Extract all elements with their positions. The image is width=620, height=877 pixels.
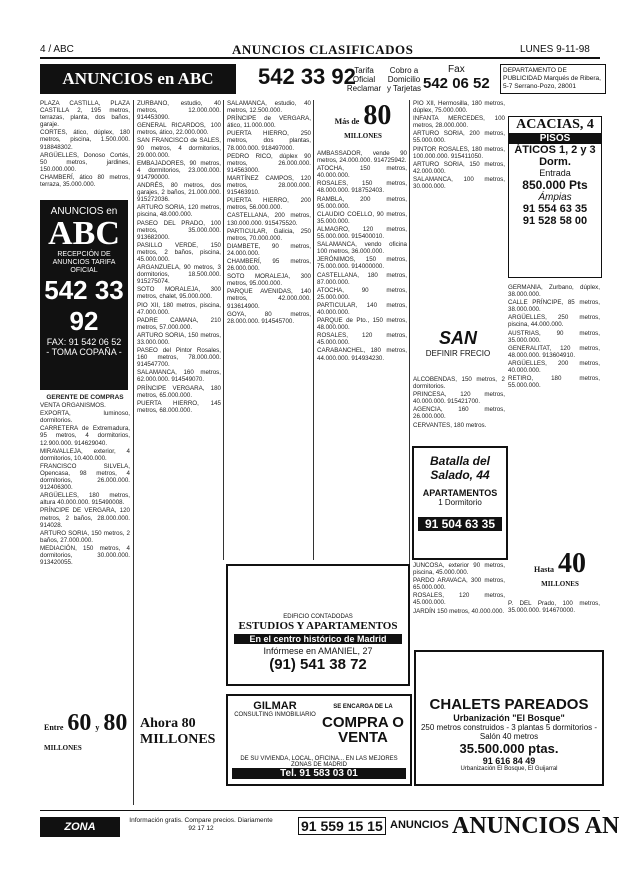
promo-60-80: [44, 710, 130, 755]
listing: CERVANTES, 180 metros.: [413, 421, 487, 429]
column-6-bottom: [508, 600, 600, 644]
chalets-footer: Urbanización El Bosque, El Guijarral: [460, 766, 558, 772]
promo-value: 80: [103, 710, 128, 736]
chalets-price: 35.500.000 ptas.: [459, 741, 559, 756]
gilmar-desc: DE SU VIVIENDA, LOCAL, OFICINA... EN LAS MEJORES ZONAS DE MADRID: [240, 756, 398, 768]
listing: GENERALITAT, 120 metros, 48.000.000. 913604910.: [508, 344, 600, 359]
listing: ZURBANO, estudio, 40 metros, 12.000.000. 914453090.: [137, 100, 221, 122]
listing: SALAMANCA, 160 metros, 62.000.000. 914549070.: [137, 369, 221, 384]
column-divider: [313, 100, 314, 560]
promo-value: 60: [67, 710, 92, 736]
listing: PASEO del Pintor Rosales, 160 metros, 78.000.000. 914547700.: [137, 347, 221, 369]
edificio-info: Infórmese en AMANIEL, 27: [263, 646, 373, 656]
listing: PARQUE AVENIDAS, 140 metros, 42.000.000. 913614900.: [227, 288, 311, 310]
column-6: [508, 284, 600, 544]
acacias-aticos: ÁTICOS 1, 2 y 3 Dorm.: [514, 144, 596, 168]
promo-label: Más de: [334, 117, 360, 126]
definir-label: DEFINIR FRECIO: [425, 349, 491, 358]
listing: ARGÜELLES, Donoso Cortés, 50 metros, jardines, 150.000.000.: [40, 151, 130, 173]
issue-date: LUNES 9-11-98: [520, 44, 590, 55]
promo-label: Hasta: [534, 565, 554, 574]
column-divider: [223, 100, 224, 560]
listing: ROSALES, 120 metros, 45.000.000.: [413, 592, 505, 607]
promo-hasta-40: [520, 548, 600, 588]
listing: ARGÜELLES, 200 metros, 40.000.000.: [508, 359, 600, 375]
listing: SALAMANCA, 100 metros, 30.000.000.: [413, 175, 505, 191]
definir-ad: [412, 328, 504, 372]
listing: JERÓNIMOS, 150 metros, 75.000.000. 914000000.: [317, 256, 407, 271]
listing: PARTICULAR, Galicia, 250 metros, 70.000.000.: [227, 227, 311, 242]
promo-unit: MILLONES: [44, 744, 82, 752]
side-ad-title: ANUNCIOS en: [50, 206, 118, 217]
promo-ahora: Ahora 80 MILLONES: [140, 716, 216, 747]
listing: SOTO MORALEJA, 300 metros, chalet, 95.000.000.: [137, 286, 221, 301]
listing: ATOCHA, 90 metros, 25.000.000.: [317, 286, 407, 301]
side-ad-fax: FAX: 91 542 06 52: [46, 337, 122, 347]
column-5-top: [413, 100, 505, 322]
gilmar-main: COMPRA O VENTA: [322, 714, 404, 746]
column-1-bottom: [40, 394, 130, 704]
gilmar-pre: SE ENCARGA DE LA: [333, 704, 393, 710]
acacias-ad: [508, 116, 602, 278]
listing: PLAZA CASTILLA, PLAZA CASTILLA 2, 195 metros, terrazas, planta, dos baños, garaje.: [40, 100, 130, 129]
column-5-mid: [413, 376, 505, 444]
listing: CASTELLANA, 180 metros, 87.000.000.: [317, 271, 407, 286]
listing: PEDRO RICO, dúplex 90 metros, 26.000.000. 914563000.: [227, 152, 311, 174]
listing: PUERTA HIERRO, 250 metros, dos plantas, 78.000.000. 918497000.: [227, 130, 311, 152]
listing: ARTURO SORIA, 200 metros, 55.000.000.: [413, 130, 505, 145]
header-rule: [40, 57, 600, 59]
section-title: ANUNCIOS CLASIFICADOS: [232, 42, 414, 57]
listing: AGENCIA, 160 metros, 26.000.000.: [413, 406, 505, 421]
listing: CLAUDIO COELLO, 90 metros, 35.000.000.: [317, 210, 407, 225]
listing: CARRETERA de Extremadura, 95 metros, 4 dormitorios, 12.900.000. 914629040.: [40, 425, 130, 447]
gilmar-ad: [226, 694, 412, 786]
batalla-dorm: 1 Dormitorio: [438, 498, 482, 507]
listing: CARABANCHEL, 180 metros, 44.000.000. 914934230.: [317, 347, 407, 362]
promo-label: Entre: [44, 723, 64, 732]
acacias-phone-1: 91 554 63 35: [522, 203, 588, 215]
listing: MIRAVALLEJA, exterior, 4 dormitorios, 10.400.000.: [40, 447, 130, 462]
batalla-sub: APARTAMENTOS: [422, 488, 498, 498]
listing: CORTES, ático, dúplex, 180 metros, piscina, 1.500.000. 918848302.: [40, 129, 130, 151]
listing: GERMANÍA, Zurbano, dúplex, 38.000.000.: [508, 284, 600, 299]
listing: PUERTA HIERRO, 200 metros, 56.000.000.: [227, 197, 311, 212]
listing: ARTURO SORIA, 150 metros, 2 baños, 27.000.000.: [40, 529, 130, 544]
listing: P. DEL Prado, 100 metros, 35.000.000. 914670000.: [508, 600, 600, 615]
listing: CALLE PRÍNCIPE, 85 metros, 38.000.000.: [508, 299, 600, 314]
promo-unit: MILLONES: [541, 580, 579, 588]
column-4: [317, 150, 407, 560]
chalets-title: CHALETS PAREADOS: [429, 696, 589, 713]
banner-fax: [423, 64, 490, 92]
bottom-anuncios-large: ANUNCIOS AN: [452, 813, 620, 839]
dept-box: DEPARTAMENTO DE PUBLICIDAD Marqués de Ribera, 5-7 Serrano-Pozo, 28001: [500, 64, 606, 94]
banner-phone-note: Tarifa Oficial Reclamar: [346, 66, 382, 93]
listing: RAMBLA, 200 metros, 95.000.000.: [317, 195, 407, 210]
listing: PADRE CAMANA, 210 metros, 57.000.000.: [137, 316, 221, 331]
listing: PARTICULAR, 140 metros, 40.000.000.: [317, 301, 407, 316]
listing: ALMAGRO, 120 metros, 55.000.000. 915400010.: [317, 225, 407, 241]
listing: ARGÜELLES, 180 metros, altura 40.000.000. 915490008.: [40, 492, 130, 507]
abc-banner: ANUNCIOS en ABC: [40, 64, 236, 94]
listing: ARTURO SORIA, 120 metros, piscina, 48.000.000.: [137, 204, 221, 219]
batalla-ad: [412, 446, 508, 560]
listing: ARGANZUELA, 90 metros, 3 dormitorios, 18.500.000. 915275074.: [137, 264, 221, 286]
chalets-ad: [414, 650, 604, 786]
listing: PRÍNCIPE DE VERGARA, 120 metros, 2 baños, 28.000.000. 914028.: [40, 507, 130, 529]
gilmar-phone: Tel. 91 583 03 01: [232, 768, 406, 779]
listing: JARDÍN 150 metros, 40.000.000.: [413, 607, 505, 615]
listing: ATOCHA, 150 metros, 40.000.000.: [317, 165, 407, 180]
listing: MEDIACIÓN, 150 metros, 4 dormitorios, 30.000.000. 913420055.: [40, 544, 130, 567]
promo-value: 40: [558, 548, 586, 579]
listing: PARQUE de Pto., 150 metros, 48.000.000.: [317, 317, 407, 332]
edificio-phone: (91) 541 38 72: [269, 656, 367, 673]
listing: PASEO DEL PRADO, 100 metros, 35.000.000. 913682000.: [137, 219, 221, 241]
listing: PINTOR ROSALES, 180 metros, 100.000.000. 915411050.: [413, 145, 505, 160]
listing: PIO XII, 180 metros, piscina, 47.000.000.: [137, 301, 221, 316]
listing: JUNCOSA, exterior 90 metros, piscina, 45.000.000.: [413, 562, 505, 577]
side-ad-phone: 542 33 92: [44, 275, 124, 336]
banner-phone: 542 33 92: [258, 64, 356, 89]
acacias-pisos: PISOS: [509, 133, 601, 144]
promo-unit: MILLONES: [344, 132, 382, 140]
acacias-brand: Ámpias: [538, 192, 572, 203]
batalla-phone: 91 504 63 35: [418, 517, 502, 531]
listing: EMBAJADORES, 90 metros, 4 dormitorios, 23.000.000. 914790000.: [137, 159, 221, 181]
gilmar-headline: [320, 700, 406, 745]
listing: MARTÍNEZ CAMPOS, 120 metros, 28.000.000. 915463910.: [227, 174, 311, 197]
side-ad-logo: ABC: [48, 215, 120, 252]
listing: AUSTRIAS, 90 metros, 35.000.000.: [508, 329, 600, 344]
edificio-title: ESTUDIOS Y APARTAMENTOS: [238, 620, 398, 632]
chalets-desc: 250 metros construidos - 3 plantas 5 dormitorios - Salón 40 metros: [420, 723, 598, 741]
edificio-name: EDIFICIO CONTADODAS: [283, 614, 353, 620]
listing: DIAMBETE, 90 metros, 24.000.000.: [227, 242, 311, 257]
listing: SAN FRANCISCO de SALES, 90 metros, 4 dormitorios, 29.000.000.: [137, 137, 221, 159]
listing: PRÍNCIPE VERGARA, 180 metros, 65.000.000.: [137, 384, 221, 399]
listing: ARTURO SORIA, 150 metros, 33.000.000.: [137, 331, 221, 346]
listing: PRÍNCIPE de VERGARA, ático, 11.000.000.: [227, 115, 311, 130]
fax-label: Fax: [448, 64, 465, 75]
acacias-phone-2: 91 528 58 00: [522, 215, 588, 227]
fax-number: 542 06 52: [423, 75, 490, 92]
section-head: GERENTE DE COMPRAS: [46, 394, 124, 401]
listing: CASTELLANA, 200 metros, 130.000.000. 915475520.: [227, 212, 311, 227]
column-divider: [133, 100, 134, 805]
listing: INFANTA MERCEDES, 100 metros, 28.000.000.: [413, 115, 505, 130]
side-ad-info: RECEPCIÓN DE ANUNCIOS TARIFA OFICIAL: [52, 251, 116, 274]
acacias-entrada: Entrada: [539, 168, 571, 178]
listing: RETIRO, 180 metros, 55.000.000.: [508, 375, 600, 390]
listing: GOYA, 80 metros, 28.000.000. 914545700.: [227, 310, 311, 325]
column-2: [137, 100, 221, 700]
listing: PUERTA HIERRO, 145 metros, 68.000.000.: [137, 399, 221, 414]
listing: AMBASSADOR, vende 90 metros, 24.000.000. 914725942.: [317, 150, 407, 165]
promo-mas-80: [318, 100, 408, 140]
column-1-top: [40, 100, 130, 198]
promo-value: 80: [363, 100, 392, 131]
listing: ARGÜELLES, 250 metros, piscina, 44.000.000.: [508, 314, 600, 329]
gilmar-logo: [234, 700, 316, 756]
acacias-title: ACACIAS, 4: [516, 117, 594, 132]
listing: PARDO ARAVACA, 300 metros, 65.000.000.: [413, 577, 505, 592]
listing: ALCOBENDAS, 150 metros, 2 dormitorios.: [413, 376, 505, 391]
side-ad-note: - TOMA COPAÑA -: [46, 347, 122, 357]
column-5-bottom: [413, 562, 505, 646]
side-abc-ad: [40, 200, 128, 390]
gilmar-name: GILMAR: [253, 700, 297, 712]
listing: FRANCISCO SILVELA, Opencasa, 98 metros, 4 dormitorios, 26.000.000. 912406300.: [40, 462, 130, 492]
bottom-info: Información gratis. Compare precios. Diariamente 92 17 12: [129, 817, 273, 832]
definir-logo: SAN: [438, 328, 477, 348]
page-number: 4 / ABC: [40, 44, 74, 55]
listing: ROSALES, 150 metros, 48.000.000. 918752403.: [317, 180, 407, 195]
listing: PASILLO VERDE, 150 metros, 2 baños, piscina, 45.000.000.: [137, 241, 221, 263]
acacias-price: 850.000 Pts: [522, 178, 588, 192]
bottom-strip: [40, 810, 620, 841]
banner-cobro: Cobro a Domicilio y Tarjetas: [386, 66, 422, 93]
bottom-logo: ZONA: [40, 817, 120, 837]
listing: ARTURO SORIA, 150 metros, 42.000.000.: [413, 160, 505, 175]
listing: VENTA ORGANISMOS.: [40, 402, 106, 410]
bottom-phone: 91 559 15 15: [298, 817, 386, 835]
promo-label: y: [95, 723, 100, 732]
listing: CHAMBERÍ, 95 metros, 26.000.000.: [227, 257, 311, 273]
listing: ANDRÉS, 80 metros, dos garajes, 2 baños, 21.000.000. 915272036.: [137, 182, 221, 204]
listing: ROSALES, 120 metros, 45.000.000.: [317, 332, 407, 347]
listing: CHAMBERÍ, ático 80 metros, terraza, 35.000.000.: [40, 173, 130, 189]
edificio-location: En el centro histórico de Madrid: [234, 634, 402, 644]
batalla-title: Batalla del Salado, 44: [429, 454, 491, 482]
edificio-ad: [226, 564, 410, 686]
column-3: [227, 100, 311, 560]
gilmar-sub: CONSULTING INMOBILIARIO: [234, 712, 316, 718]
listing: EXPORTA, luminoso, dormitorios.: [40, 410, 130, 425]
bottom-anuncios-small: ANUNCIOS: [390, 819, 449, 831]
listing: PIO XII, Hermosilla, 180 metros, dúplex, 75.000.000.: [413, 100, 505, 115]
listing: GENERAL RICARDOS, 100 metros, ático, 22.000.000.: [137, 122, 221, 137]
listing: SALAMANCA, vendo oficina 100 metros, 36.000.000.: [317, 241, 407, 256]
chalets-phone: 91 616 84 49: [482, 756, 536, 766]
listing: SOTO MORALEJA, 300 metros, 95.000.000.: [227, 273, 311, 288]
chalets-sub: Urbanización "El Bosque": [453, 713, 565, 723]
listing: SALAMANCA, estudio, 40 metros, 12.500.000.: [227, 100, 311, 115]
listing: PRINCESA, 120 metros, 40.000.000. 915421700.: [413, 391, 505, 406]
